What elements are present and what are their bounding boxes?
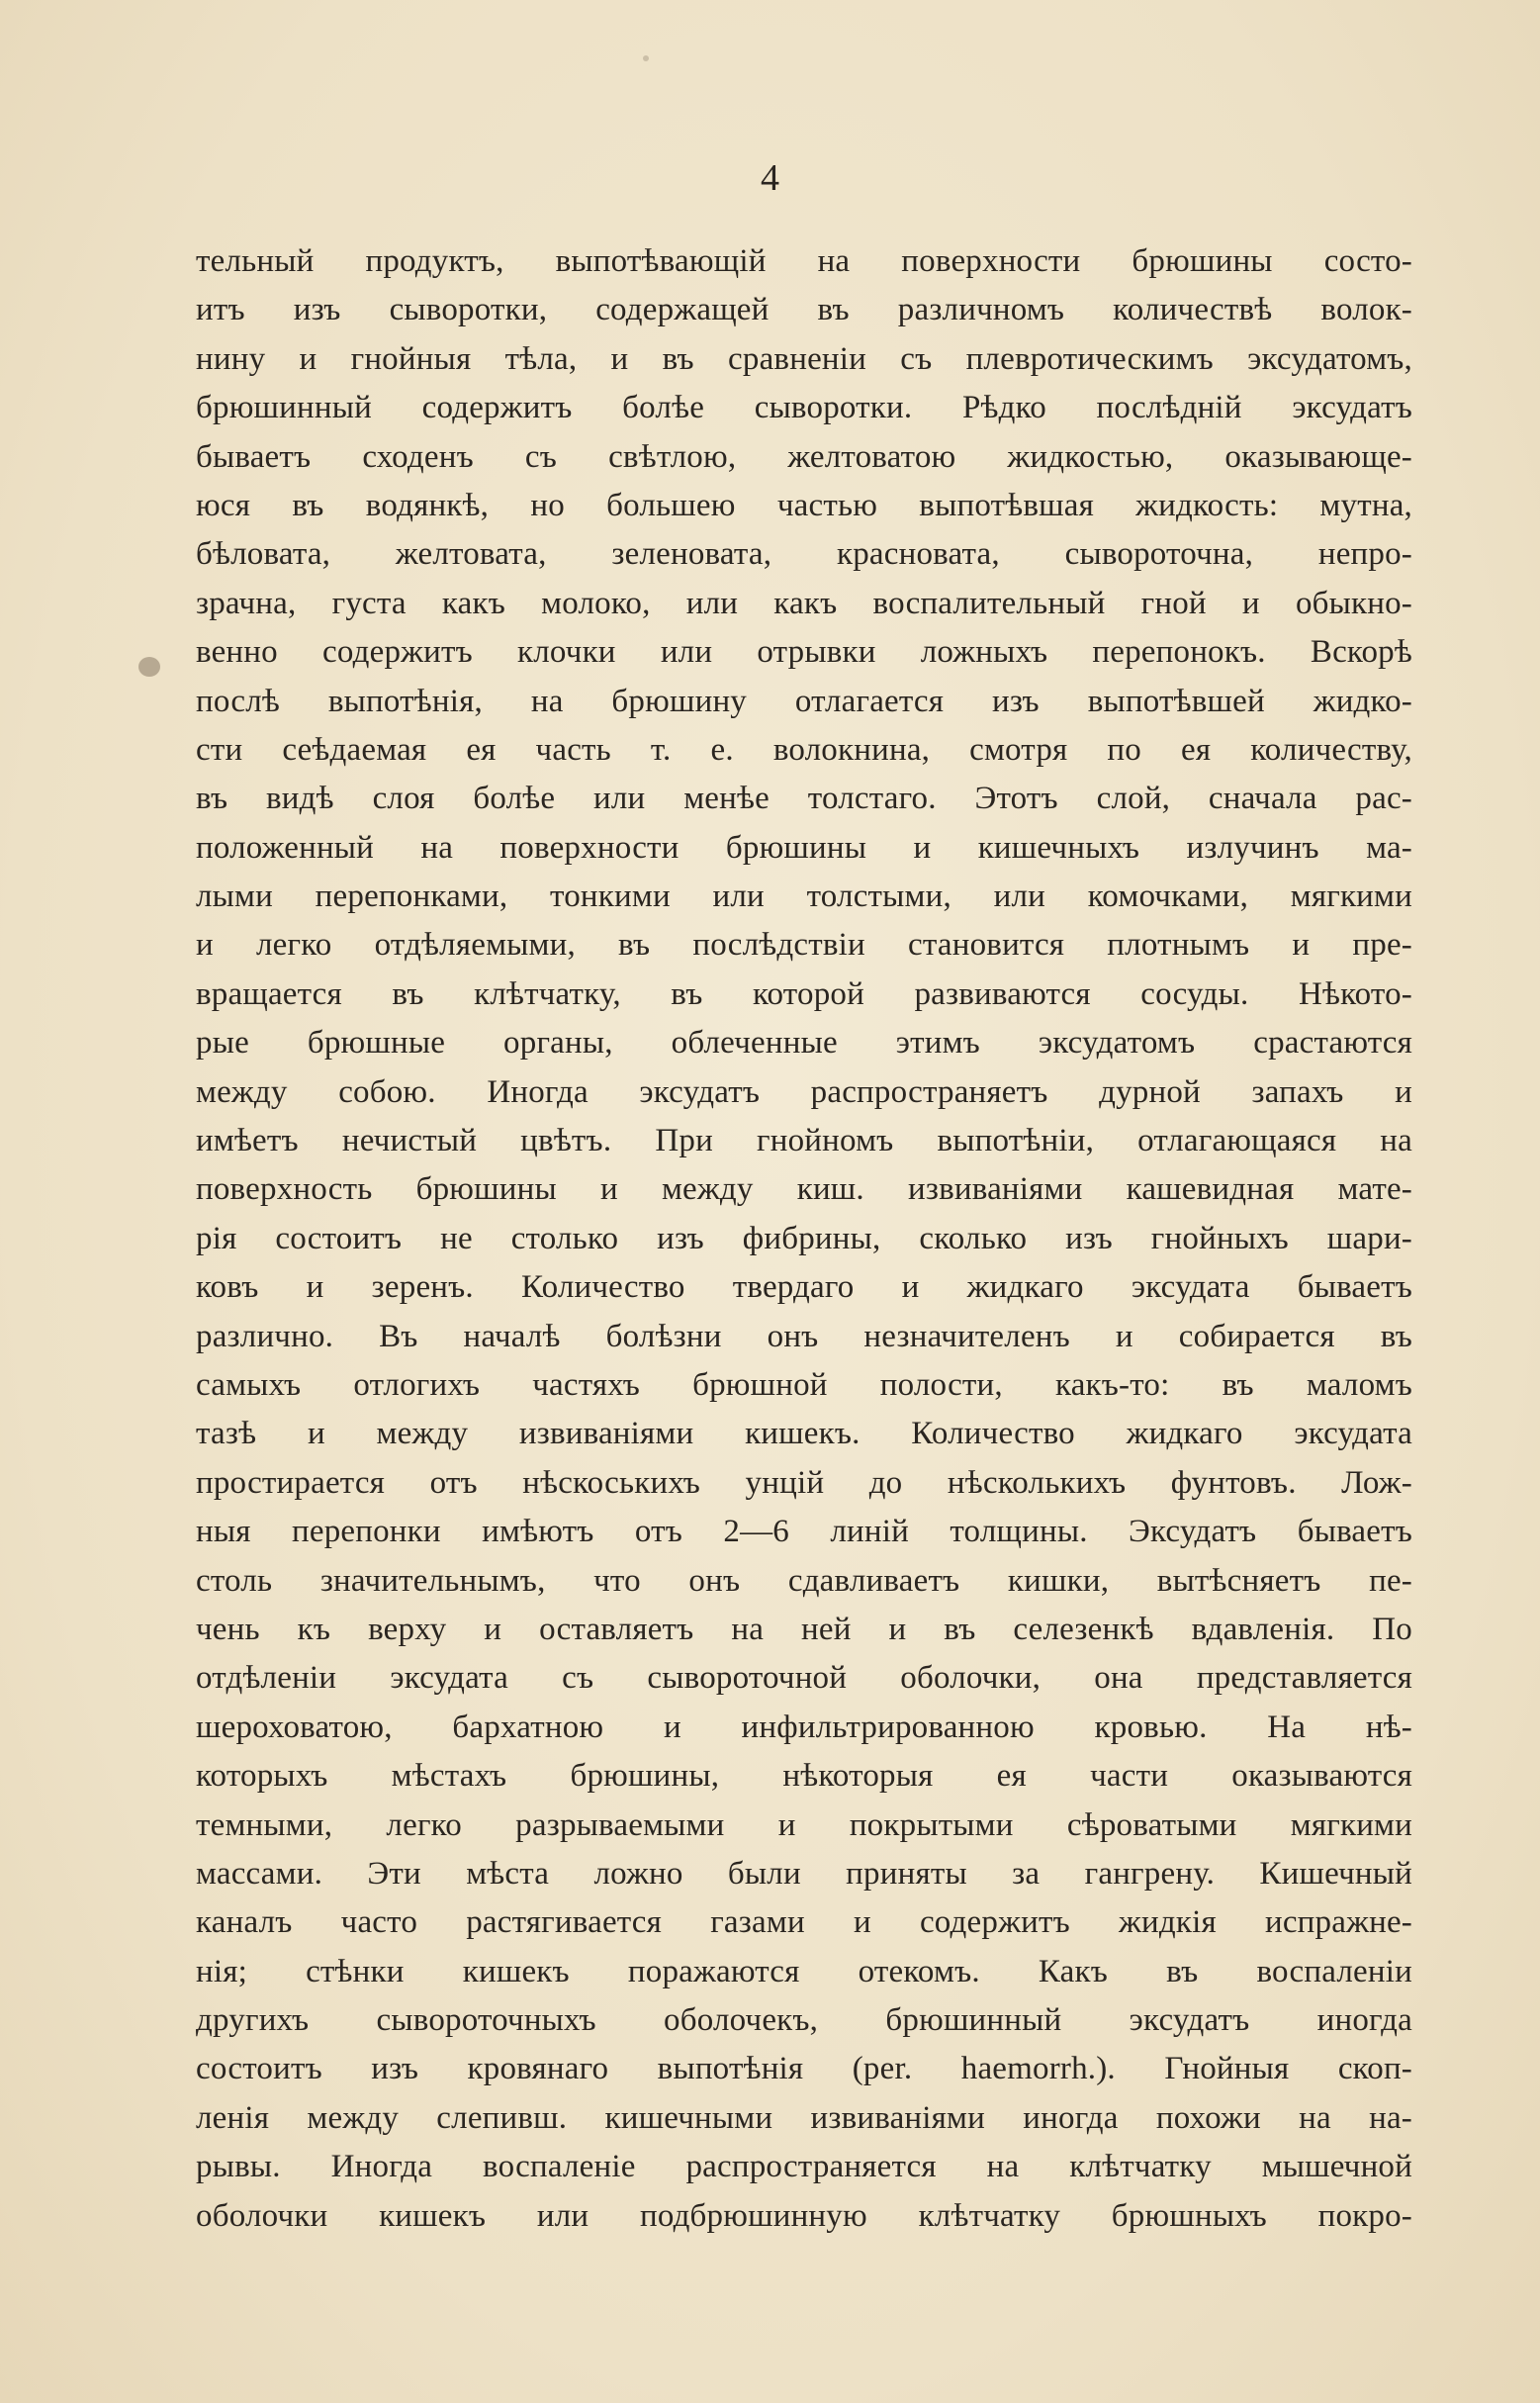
text-line: венно содержитъ клочки или отрывки ложныхъ перепонокъ. Вскорѣ [196,634,1412,671]
text-line: нія; стѣнки кишекъ поражаются отекомъ. Какъ въ воспаленіи [196,1953,1412,1989]
text-line: чень къ верху и оставляетъ на ней и въ селезенкѣ вдавленія. По [196,1611,1412,1647]
text-line: шероховатою, бархатною и инфильтрированною кровью. На нѣ- [196,1709,1412,1745]
ink-spot [643,55,649,61]
text-line: сти сеѣдаемая ея часть т. е. волокнина, смотря по ея количеству, [196,731,1412,768]
text-line: юся въ водянкѣ, но большею частью выпотѣвшая жидкость: мутна, [196,487,1412,523]
text-line: зрачна, густа какъ молоко, или какъ воспалительный гной и обыкно- [196,585,1412,621]
text-line: имѣетъ нечистый цвѣтъ. При гнойномъ выпотѣніи, отлагающаяся на [196,1123,1412,1159]
text-line: рывы. Иногда воспаленіе распространяется на клѣтчатку мышечной [196,2149,1412,2185]
page-number: 4 [761,157,779,199]
text-line: различно. Въ началѣ болѣзни онъ незначителенъ и собирается въ [196,1318,1412,1354]
text-line: послѣ выпотѣнія, на брюшину отлагается изъ выпотѣвшей жидко- [196,683,1412,719]
text-line: бѣловата, желтовата, зеленовата, красновата, сывороточна, непро- [196,536,1412,573]
text-line: лыми перепонками, тонкими или толстыми, или комочками, мягкими [196,878,1412,915]
text-line: каналъ часто растягивается газами и содержитъ жидкія испражне- [196,1904,1412,1941]
text-line: самыхъ отлогихъ частяхъ брюшной полости, какъ-то: въ маломъ [196,1366,1412,1403]
text-line: отдѣленіи эксудата съ сывороточной оболочки, она представляется [196,1660,1412,1697]
text-line: массами. Эти мѣста ложно были приняты за гангрену. Кишечный [196,1855,1412,1892]
text-line: итъ изъ сыворотки, содержащей въ различномъ количествѣ волок- [196,292,1412,328]
text-line: между собою. Иногда эксудатъ распространяетъ дурной запахъ и [196,1073,1412,1110]
text-line: бываетъ сходенъ съ свѣтлою, желтоватою жидкостью, оказывающе- [196,438,1412,475]
text-line: ковъ и зеренъ. Количество твердаго и жидкаго эксудата бываетъ [196,1269,1412,1306]
ink-spot [138,657,160,677]
text-line: столь значительнымъ, что онъ сдавливаетъ кишки, вытѣсняетъ пе- [196,1562,1412,1599]
text-line: состоитъ изъ кровянаго выпотѣнія (per. haemorrh.). Гнойныя скоп- [196,2051,1412,2087]
text-line: брюшинный содержитъ болѣе сыворотки. Рѣдко послѣдній эксудатъ [196,390,1412,426]
text-line: темными, легко разрываемыми и покрытыми сѣроватыми мягкими [196,1806,1412,1843]
text-line: которыхъ мѣстахъ брюшины, нѣкоторыя ея части оказываются [196,1758,1412,1795]
text-line: простирается отъ нѣскоськихъ унцій до нѣсколькихъ фунтовъ. Лож- [196,1464,1412,1501]
text-line: нину и гнойныя тѣла, и въ сравненіи съ плевротическимъ эксудатомъ, [196,340,1412,377]
text-line: поверхность брюшины и между киш. извиваніями кашевидная мате- [196,1171,1412,1208]
text-line: и легко отдѣляемыми, въ послѣдствіи становится плотнымъ и пре- [196,927,1412,964]
text-line: въ видѣ слоя болѣе или менѣе толстаго. Этотъ слой, сначала рас- [196,781,1412,817]
text-line: другихъ сывороточныхъ оболочекъ, брюшинный эксудатъ иногда [196,2002,1412,2039]
text-line: ныя перепонки имѣютъ отъ 2—6 линій толщины. Эксудатъ бываетъ [196,1514,1412,1550]
body-text [196,237,1412,2241]
text-line: тазѣ и между извиваніями кишекъ. Количество жидкаго эксудата [196,1416,1412,1452]
text-line: рые брюшные органы, облеченные этимъ эксудатомъ срастаются [196,1025,1412,1062]
text-line: вращается въ клѣтчатку, въ которой развиваются сосуды. Нѣкото- [196,975,1412,1012]
text-line: ленія между слепивш. кишечными извиваніями иногда похожи на на- [196,2099,1412,2136]
text-line: оболочки кишекъ или подбрюшинную клѣтчатку брюшныхъ покро- [196,2197,1412,2234]
text-line: рія состоитъ не столько изъ фибрины, сколько изъ гнойныхъ шари- [196,1220,1412,1256]
text-line: тельный продуктъ, выпотѣвающій на поверхности брюшины состо- [196,243,1412,279]
text-line: положенный на поверхности брюшины и кишечныхъ излучинъ ма- [196,829,1412,866]
